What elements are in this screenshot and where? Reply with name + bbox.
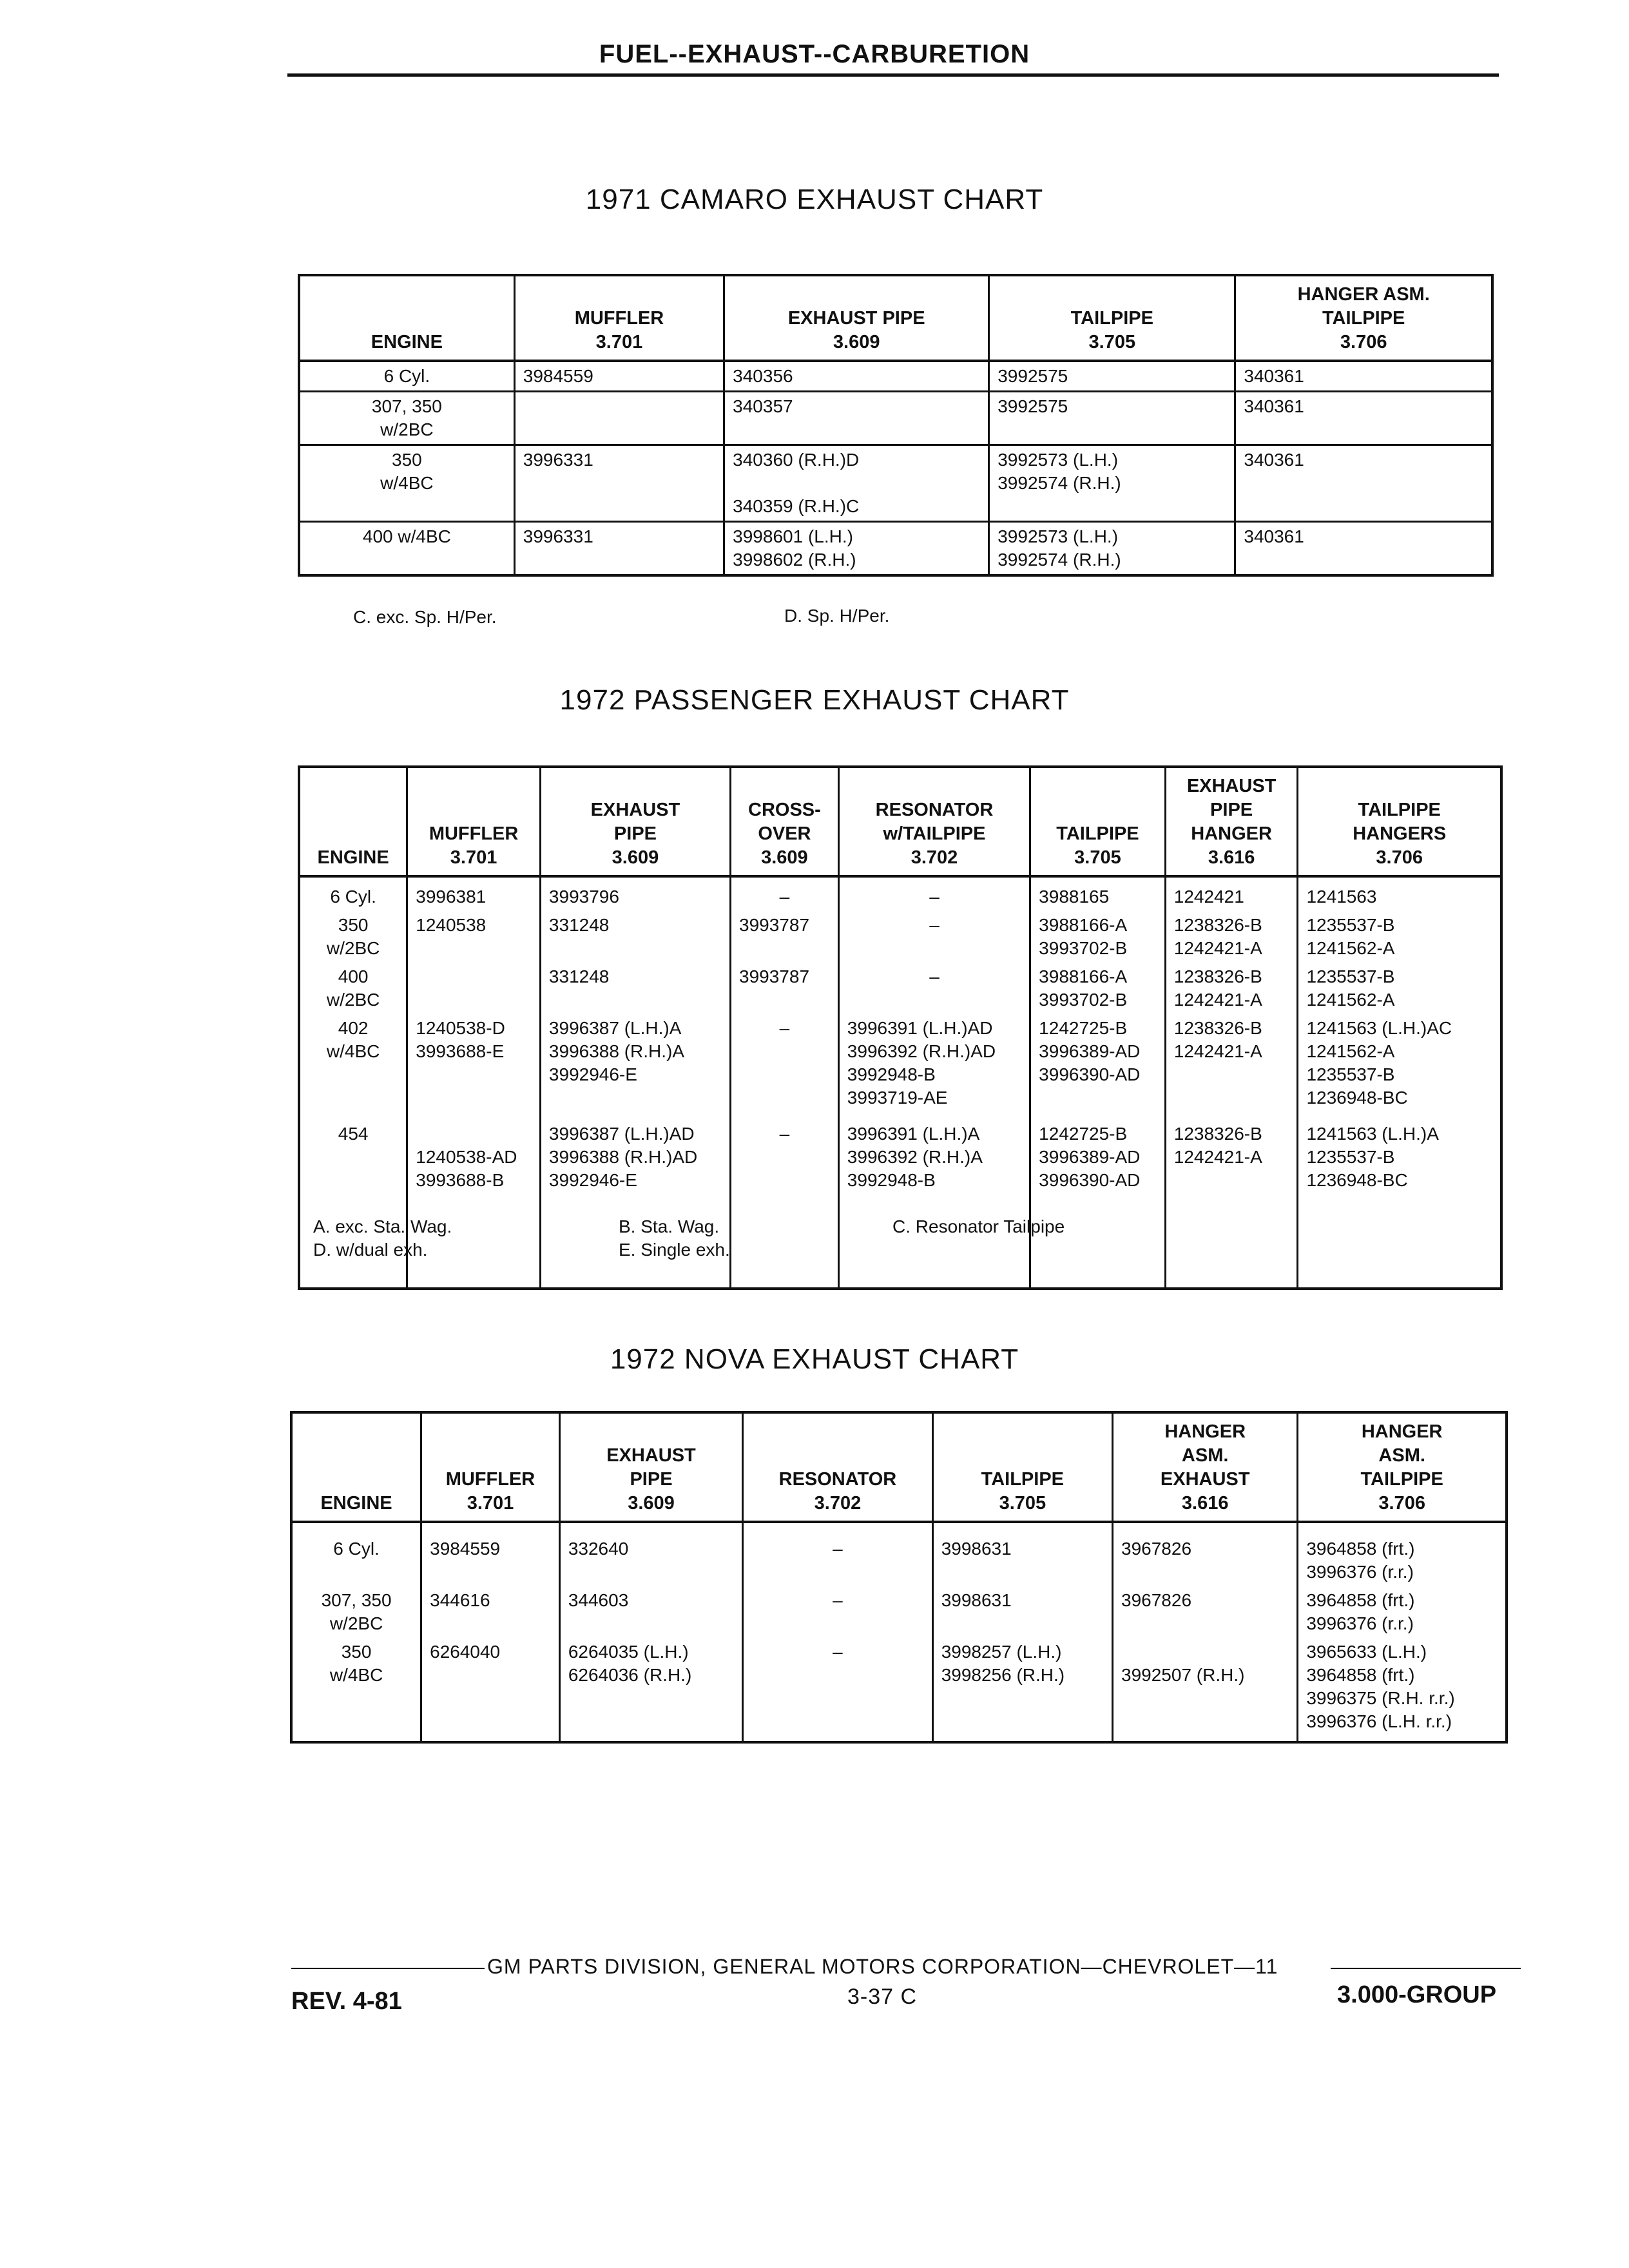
column-header: TAILPIPE 3.705 xyxy=(989,275,1235,361)
table-row xyxy=(291,1522,1507,1586)
engine-cell: 6 Cyl. xyxy=(291,1522,421,1586)
part-number-cell: 1238326-B 1242421-A xyxy=(1165,911,1298,963)
part-number-cell: 3988166-A 3993702-B xyxy=(1030,963,1166,1014)
part-number-cell: 3967826 xyxy=(1113,1586,1298,1638)
engine-cell: 350 w/4BC xyxy=(291,1638,421,1742)
part-number-cell: 332640 xyxy=(559,1522,742,1586)
part-number-cell: 3992573 (L.H.) 3992574 (R.H.) xyxy=(989,522,1235,576)
part-number-cell: 340361 xyxy=(1235,522,1492,576)
column-header: ENGINE xyxy=(299,275,514,361)
notes-spacer-cell xyxy=(1298,1218,1501,1289)
nova-1972-title: 1972 NOVA EXHAUST CHART xyxy=(610,1343,1019,1375)
column-header: CROSS- OVER 3.609 xyxy=(731,767,839,876)
part-number-cell: 3993787 xyxy=(731,963,839,1014)
part-number-cell: 1235537-B 1241562-A xyxy=(1298,911,1501,963)
part-number-cell: 3998257 (L.H.) 3998256 (R.H.) xyxy=(932,1638,1112,1742)
column-header: ENGINE xyxy=(291,1412,421,1522)
part-number-cell: 340357 xyxy=(724,392,989,445)
part-number-cell: 340361 xyxy=(1235,361,1492,392)
part-number-cell: 340356 xyxy=(724,361,989,392)
engine-cell: 454 xyxy=(299,1120,407,1218)
part-number-cell: 3964858 (frt.) 3996376 (r.r.) xyxy=(1298,1586,1507,1638)
table-header-row xyxy=(299,275,1492,361)
part-number-cell: 3996391 (L.H.)A 3996392 (R.H.)A 3992948-B xyxy=(838,1120,1030,1218)
passenger-1972-title: 1972 PASSENGER EXHAUST CHART xyxy=(559,684,1070,716)
engine-cell: 307, 350 w/2BC xyxy=(291,1586,421,1638)
part-number-cell: 1238326-B 1242421-A xyxy=(1165,963,1298,1014)
part-number-cell: 1242725-B 3996389-AD 3996390-AD xyxy=(1030,1120,1166,1218)
table-row xyxy=(299,1014,1501,1120)
part-number-cell: 1240538-D 3993688-E xyxy=(407,1014,541,1120)
part-number-cell: 1241563 xyxy=(1298,876,1501,911)
part-number-cell: 1235537-B 1241562-A xyxy=(1298,963,1501,1014)
column-header: EXHAUST PIPE 3.609 xyxy=(559,1412,742,1522)
passenger-note-b: B. Sta. Wag. xyxy=(619,1216,720,1236)
column-header: TAILPIPE 3.705 xyxy=(932,1412,1112,1522)
part-number-cell: 1238326-B 1242421-A xyxy=(1165,1014,1298,1120)
part-number-cell: 3996387 (L.H.)A 3996388 (R.H.)A 3992946-E xyxy=(540,1014,730,1120)
engine-cell: 402 w/4BC xyxy=(299,1014,407,1120)
part-number-cell: 3992507 (R.H.) xyxy=(1113,1638,1298,1742)
passenger-note-e: E. Single exh. xyxy=(619,1240,730,1260)
part-number-cell: – xyxy=(731,1120,839,1218)
part-number-cell: 6264040 xyxy=(421,1638,560,1742)
part-number-cell: 1241563 (L.H.)AC 1241562-A 1235537-B 1236948-BC xyxy=(1298,1014,1501,1120)
part-number-cell: 344616 xyxy=(421,1586,560,1638)
notes-spacer-cell xyxy=(731,1218,839,1289)
nova-1972-exhaust-table xyxy=(290,1411,1508,1744)
part-number-cell: 3967826 xyxy=(1113,1522,1298,1586)
part-number-cell: 331248 xyxy=(540,911,730,963)
table-row xyxy=(299,963,1501,1014)
footer-revision: REV. 4-81 xyxy=(291,1988,402,2015)
table-row xyxy=(299,911,1501,963)
engine-cell: 350 w/4BC xyxy=(299,445,514,522)
part-number-cell: 3992575 xyxy=(989,361,1235,392)
column-header: EXHAUST PIPE 3.609 xyxy=(540,767,730,876)
part-number-cell: 6264035 (L.H.) 6264036 (R.H.) xyxy=(559,1638,742,1742)
passenger-1972-exhaust-table xyxy=(298,765,1503,1290)
part-number-cell: 3996387 (L.H.)AD 3996388 (R.H.)AD 3992946-E xyxy=(540,1120,730,1218)
column-header: ENGINE xyxy=(299,767,407,876)
footer-group: 3.000-GROUP xyxy=(1337,1981,1497,2008)
part-number-cell: 3998601 (L.H.) 3998602 (R.H.) xyxy=(724,522,989,576)
column-header: TAILPIPE HANGERS 3.706 xyxy=(1298,767,1501,876)
table-row xyxy=(299,876,1501,911)
header-rule xyxy=(287,73,1499,77)
table-row xyxy=(299,445,1492,522)
part-number-cell: 3996331 xyxy=(514,445,724,522)
camaro-note-d: D. Sp. H/Per. xyxy=(784,606,890,626)
part-number-cell: – xyxy=(743,1638,933,1742)
camaro-1971-exhaust-table xyxy=(298,274,1494,577)
part-number-cell: 3988166-A 3993702-B xyxy=(1030,911,1166,963)
part-number-cell: 1242725-B 3996389-AD 3996390-AD xyxy=(1030,1014,1166,1120)
notes-spacer-cell xyxy=(1165,1218,1298,1289)
column-header: RESONATOR w/TAILPIPE 3.702 xyxy=(838,767,1030,876)
part-number-cell: – xyxy=(838,876,1030,911)
footer-rule-left xyxy=(291,1968,485,1969)
table-row xyxy=(299,522,1492,576)
column-header: EXHAUST PIPE HANGER 3.616 xyxy=(1165,767,1298,876)
part-number-cell: – xyxy=(743,1522,933,1586)
part-number-cell: 1242421 xyxy=(1165,876,1298,911)
part-number-cell xyxy=(514,392,724,445)
engine-cell: 6 Cyl. xyxy=(299,876,407,911)
engine-cell: 400 w/2BC xyxy=(299,963,407,1014)
part-number-cell: 340361 xyxy=(1235,392,1492,445)
part-number-cell: 3998631 xyxy=(932,1586,1112,1638)
passenger-note-d: D. w/dual exh. xyxy=(313,1240,428,1260)
part-number-cell: 3993787 xyxy=(731,911,839,963)
part-number-cell: 3996381 xyxy=(407,876,541,911)
column-header: HANGER ASM. TAILPIPE 3.706 xyxy=(1235,275,1492,361)
camaro-1971-title: 1971 CAMARO EXHAUST CHART xyxy=(585,184,1044,215)
table-row xyxy=(299,392,1492,445)
engine-cell: 6 Cyl. xyxy=(299,361,514,392)
part-number-cell: 1241563 (L.H.)A 1235537-B 1236948-BC xyxy=(1298,1120,1501,1218)
footer-corporation-text: GM PARTS DIVISION, GENERAL MOTORS CORPORATION—CHEVROLET—11 xyxy=(487,1955,1278,1978)
engine-cell: 307, 350 w/2BC xyxy=(299,392,514,445)
table-row xyxy=(291,1586,1507,1638)
part-number-cell: 3988165 xyxy=(1030,876,1166,911)
part-number-cell: 340360 (R.H.)D 340359 (R.H.)C xyxy=(724,445,989,522)
part-number-cell: 1238326-B 1242421-A xyxy=(1165,1120,1298,1218)
part-number-cell: 3964858 (frt.) 3996376 (r.r.) xyxy=(1298,1522,1507,1586)
part-number-cell: 1240538 xyxy=(407,911,541,963)
footer-page-number: 3-37 C xyxy=(847,1984,918,2009)
part-number-cell: – xyxy=(731,876,839,911)
part-number-cell xyxy=(407,963,541,1014)
page-header-title: FUEL--EXHAUST--CARBURETION xyxy=(599,40,1030,68)
passenger-note-c: C. Resonator Tailpipe xyxy=(892,1216,1065,1236)
column-header: MUFFLER 3.701 xyxy=(421,1412,560,1522)
passenger-note-a: A. exc. Sta. Wag. xyxy=(313,1216,452,1236)
engine-cell: 400 w/4BC xyxy=(299,522,514,576)
column-header: MUFFLER 3.701 xyxy=(407,767,541,876)
part-number-cell: 3996391 (L.H.)AD 3996392 (R.H.)AD 3992948-B 3993719-AE xyxy=(838,1014,1030,1120)
part-number-cell: 3998631 xyxy=(932,1522,1112,1586)
column-header: MUFFLER 3.701 xyxy=(514,275,724,361)
part-number-cell: 3984559 xyxy=(514,361,724,392)
column-header: EXHAUST PIPE 3.609 xyxy=(724,275,989,361)
part-number-cell: 3965633 (L.H.) 3964858 (frt.) 3996375 (R.H. r.r.) 3996376 (L.H. r.r.) xyxy=(1298,1638,1507,1742)
part-number-cell: – xyxy=(838,911,1030,963)
column-header: HANGER ASM. EXHAUST 3.616 xyxy=(1113,1412,1298,1522)
part-number-cell: – xyxy=(838,963,1030,1014)
part-number-cell: 331248 xyxy=(540,963,730,1014)
camaro-note-c: C. exc. Sp. H/Per. xyxy=(353,607,497,627)
table-row xyxy=(299,1120,1501,1218)
column-header: HANGER ASM. TAILPIPE 3.706 xyxy=(1298,1412,1507,1522)
column-header: TAILPIPE 3.705 xyxy=(1030,767,1166,876)
part-number-cell: 3992573 (L.H.) 3992574 (R.H.) xyxy=(989,445,1235,522)
part-number-cell: 340361 xyxy=(1235,445,1492,522)
table-row xyxy=(291,1638,1507,1742)
part-number-cell: – xyxy=(743,1586,933,1638)
part-number-cell: 1240538-AD 3993688-B xyxy=(407,1120,541,1218)
table-row xyxy=(299,361,1492,392)
table-header-row xyxy=(299,767,1501,876)
table-header-row xyxy=(291,1412,1507,1522)
part-number-cell: 344603 xyxy=(559,1586,742,1638)
part-number-cell: 3992575 xyxy=(989,392,1235,445)
part-number-cell: 3993796 xyxy=(540,876,730,911)
part-number-cell: – xyxy=(731,1014,839,1120)
part-number-cell: 3984559 xyxy=(421,1522,560,1586)
footer-rule-right xyxy=(1331,1968,1521,1969)
part-number-cell: 3996331 xyxy=(514,522,724,576)
column-header: RESONATOR 3.702 xyxy=(743,1412,933,1522)
engine-cell: 350 w/2BC xyxy=(299,911,407,963)
